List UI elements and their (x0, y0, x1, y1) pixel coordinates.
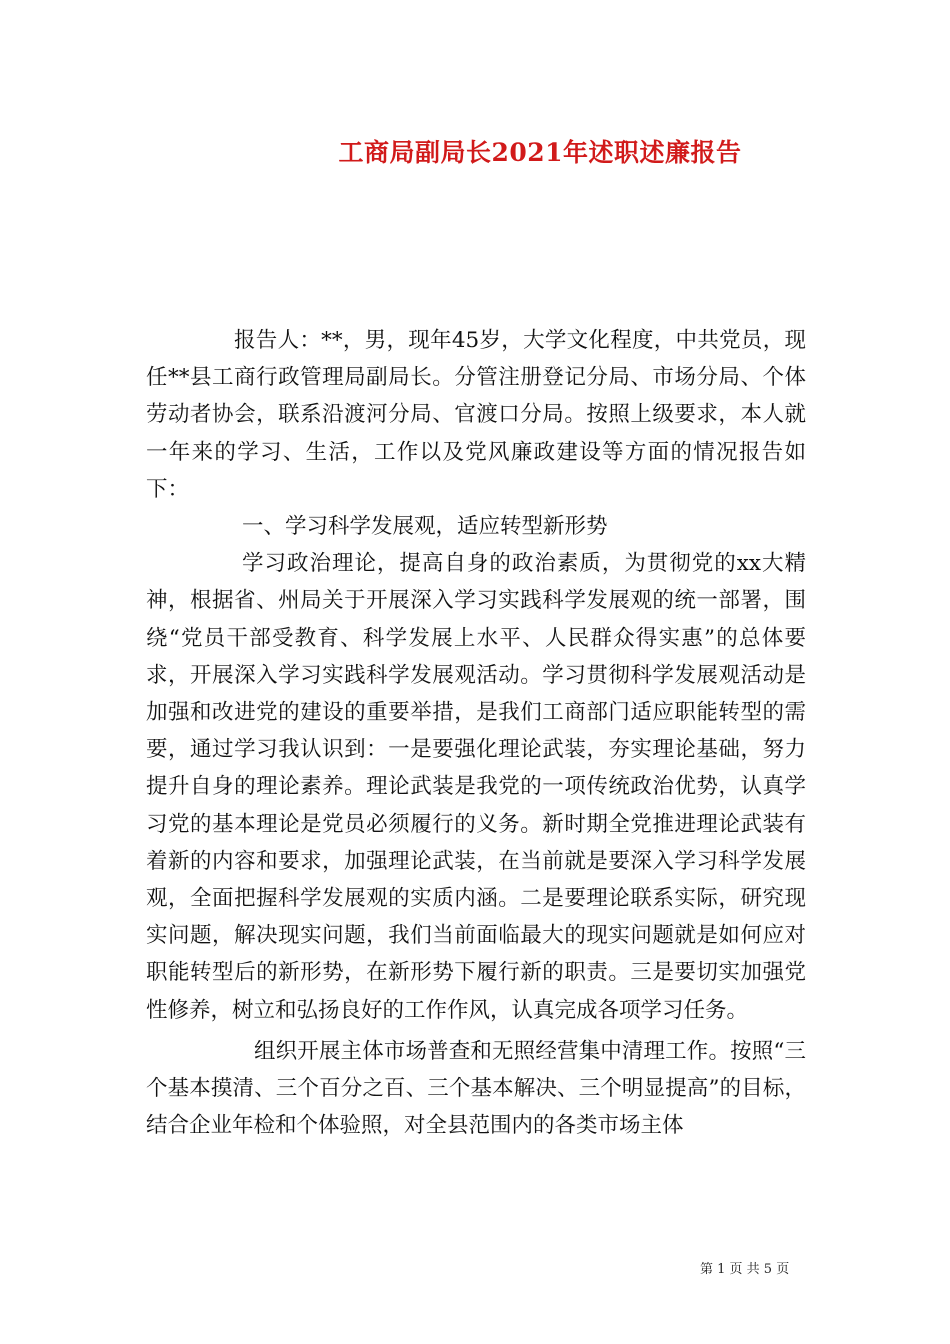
paragraph-market-survey: 组织开展主体市场普查和无照经营集中清理工作。按照“三个基本摸清、三个百分之百、三个基本解决、三个明显提高”的目标，结合企业年检和个体验照，对全县范围内的各类市场主体 (146, 1038, 806, 1139)
document-body (146, 322, 806, 1144)
paragraph-reporter-info: 报告人：**，男，现年45岁，大学文化程度，中共党员，现任**县工商行政管理局副局长。分管注册登记分局、市场分局、个体劳动者协会，联系沿渡河分局、官渡口分局。按照上级要求，本人就一年来的学习、生活，工作以及党风廉政建设等方面的情况报告如下： (146, 328, 806, 502)
document-title: 工商局副局长2021年述职述廉报告 (338, 138, 742, 167)
paragraph-study-theory: 学习政治理论，提高自身的政治素质，为贯彻党的xx大精神，根据省、州局关于开展深入学习实践科学发展观的统一部署，围绕“党员干部受教育、科学发展上水平、人民群众得实惠”的总体要求，开展深入学习实践科学发展观活动。学习贯彻科学发展观活动是加强和改进党的建设的重要举措，是我们工商部门适应职能转型的需要，通过学习我认识到：一是要强化理论武装，夯实理论基础，努力提升自身的理论素养。理论武装是我党的一项传统政治优势，认真学习党的基本理论是党员必须履行的义务。新时期全党推进理论武装有着新的内容和要求，加强理论武装，在当前就是要深入学习科学发展观，全面把握科学发展观的实质内涵。二是要理论联系实际，研究现实问题，解决现实问题，我们当前面临最大的现实问题就是如何应对职能转型后的新形势，在新形势下履行新的职责。三是要切实加强党性修养，树立和弘扬良好的工作作风，认真完成各项学习任务。 (146, 551, 806, 1023)
page-number-footer: 第 1 页 共 5 页 (700, 1262, 790, 1277)
section-heading-1: 一、学习科学发展观，适应转型新形势 (242, 514, 608, 540)
